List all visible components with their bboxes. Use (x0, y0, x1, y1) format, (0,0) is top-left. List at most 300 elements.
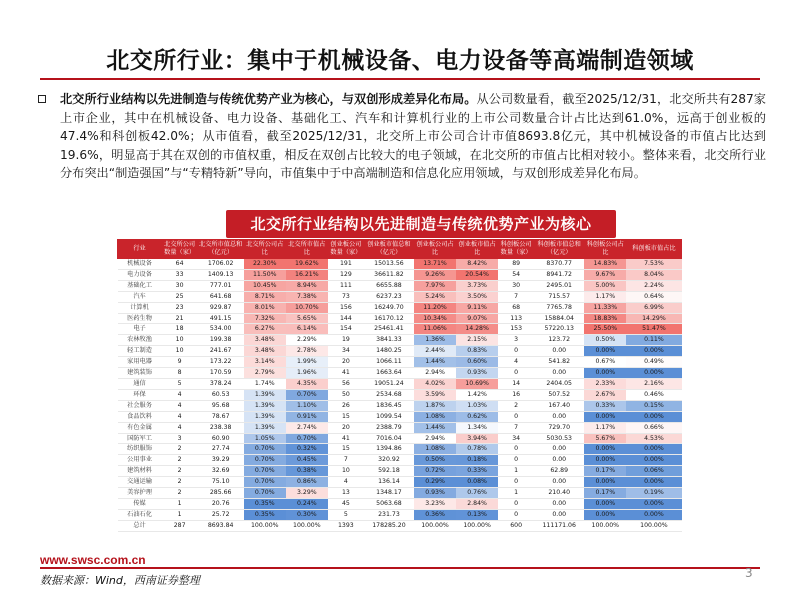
table-cell: 1.17% (584, 291, 626, 302)
table-cell: 111 (328, 280, 364, 291)
table-cell: 541.82 (534, 357, 584, 368)
table-cell: 0.30% (286, 509, 328, 520)
table-cell: 1663.64 (364, 368, 414, 379)
table-cell: 1.44% (414, 357, 456, 368)
industry-name-cell: 通信 (118, 378, 162, 389)
table-cell: 8693.84 (198, 520, 244, 531)
table-cell: 0.11% (626, 335, 681, 346)
table-cell: 0.38% (286, 466, 328, 477)
table-cell: 238.38 (198, 422, 244, 433)
table-cell: 0.33% (456, 466, 498, 477)
table-cell: 0.06% (626, 466, 681, 477)
column-header: 北交所市值总和（亿元） (198, 240, 244, 259)
table-cell: 1066.11 (364, 357, 414, 368)
table-cell: 27.74 (198, 444, 244, 455)
table-cell: 100.00% (286, 520, 328, 531)
industry-name-cell: 电子 (118, 324, 162, 335)
table-cell: 0.00% (584, 346, 626, 357)
table-cell: 1394.86 (364, 444, 414, 455)
table-cell: 0.36% (414, 509, 456, 520)
industry-name-cell: 有色金属 (118, 422, 162, 433)
table-cell: 5063.68 (364, 498, 414, 509)
table-row (118, 477, 682, 488)
table-cell: 9.26% (414, 269, 456, 280)
table-cell: 0 (498, 346, 534, 357)
column-header: 创业板市值占比 (456, 240, 498, 259)
table-cell: 0.18% (456, 455, 498, 466)
table-cell: 0.00 (534, 346, 584, 357)
table-cell: 210.40 (534, 488, 584, 499)
table-cell: 33 (162, 269, 198, 280)
table-row (118, 400, 682, 411)
table-cell: 0.78% (456, 444, 498, 455)
table-cell: 20.76 (198, 498, 244, 509)
table-cell: 4 (162, 422, 198, 433)
table-cell: 600 (498, 520, 534, 531)
table-cell: 0.70% (244, 444, 286, 455)
table-cell: 20.54% (456, 269, 498, 280)
table-cell: 285.66 (198, 488, 244, 499)
table-cell: 10 (162, 335, 198, 346)
table-cell: 0.15% (626, 400, 681, 411)
table-row (118, 455, 682, 466)
table-cell: 89 (498, 259, 534, 270)
table-cell: 10 (162, 346, 198, 357)
table-cell: 60.90 (198, 433, 244, 444)
table-cell: 0.17% (584, 466, 626, 477)
table-cell: 199.38 (198, 335, 244, 346)
table-cell: 18 (162, 324, 198, 335)
table-cell: 0.45% (286, 455, 328, 466)
table-cell: 173.22 (198, 357, 244, 368)
table-cell: 0.00% (584, 477, 626, 488)
table-cell: 153 (498, 324, 534, 335)
industry-name-cell: 电力设备 (118, 269, 162, 280)
table-cell: 9.07% (456, 313, 498, 324)
table-cell: 129 (328, 269, 364, 280)
table-cell: 2.33% (584, 378, 626, 389)
table-cell: 9.11% (456, 302, 498, 313)
table-row (118, 291, 682, 302)
table-cell: 1409.13 (198, 269, 244, 280)
table-cell: 0 (498, 444, 534, 455)
column-header: 科创板市值总和（亿元） (534, 240, 584, 259)
table-cell: 1 (498, 488, 534, 499)
table-cell: 0.00 (534, 509, 584, 520)
table-row (118, 389, 682, 400)
table-cell: 32.69 (198, 466, 244, 477)
table-cell: 15 (328, 411, 364, 422)
table-cell: 15884.04 (534, 313, 584, 324)
table-cell: 0.00% (626, 444, 681, 455)
table-cell: 0.93% (414, 488, 456, 499)
table-cell: 1.87% (414, 400, 456, 411)
table-cell: 0.00 (534, 498, 584, 509)
industry-name-cell: 传媒 (118, 498, 162, 509)
industry-name-cell: 食品饮料 (118, 411, 162, 422)
table-cell: 5.65% (286, 313, 328, 324)
table-cell: 34 (498, 433, 534, 444)
table-cell: 0.64% (626, 291, 681, 302)
table-cell: 7.32% (244, 313, 286, 324)
table-cell: 95.68 (198, 400, 244, 411)
table-cell: 3.59% (414, 389, 456, 400)
table-cell: 51.47% (626, 324, 681, 335)
table-cell: 11.20% (414, 302, 456, 313)
table-cell: 7 (498, 291, 534, 302)
table-cell: 0.29% (414, 477, 456, 488)
table-cell: 2.84% (456, 498, 498, 509)
table-cell: 0.00% (584, 368, 626, 379)
table-cell: 1836.45 (364, 400, 414, 411)
table-cell: 8.01% (244, 302, 286, 313)
table-header-row (118, 240, 682, 259)
table-cell: 8.71% (244, 291, 286, 302)
table-cell: 16249.70 (364, 302, 414, 313)
table-cell: 0.13% (456, 509, 498, 520)
table-cell: 62.89 (534, 466, 584, 477)
industry-name-cell: 公用事业 (118, 455, 162, 466)
table-cell: 111171.06 (534, 520, 584, 531)
industry-name-cell: 总计 (118, 520, 162, 531)
industry-name-cell: 建筑材料 (118, 466, 162, 477)
table-cell: 231.73 (364, 509, 414, 520)
table-cell: 13.71% (414, 259, 456, 270)
table-cell: 7765.78 (534, 302, 584, 313)
table-cell: 0.00% (584, 444, 626, 455)
table-cell: 2.67% (584, 389, 626, 400)
table-cell: 929.87 (198, 302, 244, 313)
table-cell: 0.19% (626, 488, 681, 499)
table-cell: 154 (328, 324, 364, 335)
table-cell: 7 (328, 455, 364, 466)
table-cell: 3 (162, 433, 198, 444)
table-cell: 8370.77 (534, 259, 584, 270)
table-cell: 0.00% (626, 477, 681, 488)
table-cell: 54 (498, 269, 534, 280)
table-cell: 9 (162, 357, 198, 368)
table-cell: 0.91% (286, 411, 328, 422)
table-cell: 0.46% (626, 389, 681, 400)
bullet-bold-lead: 北交所行业结构以先进制造与传统优势产业为核心，与双创形成差异化布局。 (60, 92, 477, 106)
table-cell: 0.00% (626, 509, 681, 520)
table-cell: 3 (498, 335, 534, 346)
table-cell: 8 (162, 368, 198, 379)
table-cell: 2 (162, 477, 198, 488)
table-cell: 0.00 (534, 477, 584, 488)
table-cell: 19051.24 (364, 378, 414, 389)
industry-name-cell: 医药生物 (118, 313, 162, 324)
table-cell: 1099.54 (364, 411, 414, 422)
table-cell: 11.33% (584, 302, 626, 313)
table-row (118, 433, 682, 444)
industry-name-cell: 家用电器 (118, 357, 162, 368)
table-cell: 2.16% (626, 378, 681, 389)
table-cell: 6655.88 (364, 280, 414, 291)
page-number: 3 (745, 566, 753, 580)
table-cell: 170.59 (198, 368, 244, 379)
table-cell: 41 (328, 368, 364, 379)
table-cell: 75.10 (198, 477, 244, 488)
table-cell: 0.24% (286, 498, 328, 509)
table-cell: 1.39% (244, 411, 286, 422)
table-cell: 1.03% (456, 400, 498, 411)
table-cell: 56 (328, 378, 364, 389)
table-cell: 4.53% (626, 433, 681, 444)
bullet-paragraph (38, 90, 766, 183)
table-cell: 1.39% (244, 422, 286, 433)
column-header: 北交所市值占比 (286, 240, 328, 259)
table-cell: 5.67% (584, 433, 626, 444)
table-cell: 25461.41 (364, 324, 414, 335)
table-banner: 北交所行业结构以先进制造与传统优势产业为核心 (226, 210, 616, 238)
table-cell: 30 (162, 280, 198, 291)
table-cell: 1.99% (286, 357, 328, 368)
table-cell: 0.93% (456, 368, 498, 379)
table-cell: 0.76% (456, 488, 498, 499)
table-cell: 2.29% (286, 335, 328, 346)
table-cell: 715.57 (534, 291, 584, 302)
table-cell: 11.06% (414, 324, 456, 335)
table-row (118, 324, 682, 335)
table-cell: 3.23% (414, 498, 456, 509)
table-cell: 68 (498, 302, 534, 313)
bullet-text (60, 90, 766, 183)
table-cell: 534.00 (198, 324, 244, 335)
table-cell: 191 (328, 259, 364, 270)
table-row (118, 302, 682, 313)
table-cell: 3.14% (244, 357, 286, 368)
table-cell: 0.72% (414, 466, 456, 477)
table-cell: 1.44% (414, 422, 456, 433)
table-cell: 16170.12 (364, 313, 414, 324)
table-cell: 0.66% (626, 422, 681, 433)
table-cell: 0.70% (286, 389, 328, 400)
industry-name-cell: 美容护理 (118, 488, 162, 499)
table-row (118, 444, 682, 455)
table-cell: 0.32% (286, 444, 328, 455)
table-cell: 1 (162, 498, 198, 509)
table-cell: 16.21% (286, 269, 328, 280)
table-cell: 1.36% (414, 335, 456, 346)
table-row (118, 335, 682, 346)
table-cell: 0.49% (626, 357, 681, 368)
table-cell: 113 (498, 313, 534, 324)
table-cell: 7.97% (414, 280, 456, 291)
table-cell: 100.00% (244, 520, 286, 531)
table-cell: 0.00% (584, 455, 626, 466)
table-cell: 8.04% (626, 269, 681, 280)
column-header: 创业板市值总和（亿元） (364, 240, 414, 259)
table-row (118, 259, 682, 270)
table-row (118, 346, 682, 357)
table-cell: 2 (162, 444, 198, 455)
table-cell: 16 (498, 389, 534, 400)
table-cell: 2.15% (456, 335, 498, 346)
table-cell: 0.00% (584, 411, 626, 422)
table-cell: 5030.53 (534, 433, 584, 444)
table-cell: 20 (328, 422, 364, 433)
table-cell: 3.50% (456, 291, 498, 302)
table-cell: 1.42% (456, 389, 498, 400)
table-cell: 0.70% (244, 488, 286, 499)
table-cell: 3.29% (286, 488, 328, 499)
industry-name-cell: 建筑装饰 (118, 368, 162, 379)
table-row (118, 466, 682, 477)
table-cell: 3.73% (456, 280, 498, 291)
table-cell: 1480.25 (364, 346, 414, 357)
table-cell: 7.53% (626, 259, 681, 270)
table-cell: 5.24% (414, 291, 456, 302)
table-cell: 0.67% (584, 357, 626, 368)
table-cell: 45 (328, 498, 364, 509)
table-cell: 0.00% (626, 368, 681, 379)
table-cell: 1348.17 (364, 488, 414, 499)
table-cell: 2495.01 (534, 280, 584, 291)
table-cell: 15 (328, 444, 364, 455)
table-cell: 592.18 (364, 466, 414, 477)
table-cell: 136.14 (364, 477, 414, 488)
table-cell: 26 (328, 400, 364, 411)
table-cell: 14.83% (584, 259, 626, 270)
table-cell: 3.48% (244, 335, 286, 346)
footer-divider (40, 567, 760, 569)
table-cell: 14.28% (456, 324, 498, 335)
table-cell: 8941.72 (534, 269, 584, 280)
table-cell: 2.94% (414, 368, 456, 379)
table-cell: 10.69% (456, 378, 498, 389)
column-header: 科创板公司占比 (584, 240, 626, 259)
table-row (118, 368, 682, 379)
table-cell: 0.00% (626, 346, 681, 357)
industry-name-cell: 计算机 (118, 302, 162, 313)
table-cell: 0 (498, 455, 534, 466)
table-cell: 6.99% (626, 302, 681, 313)
industry-name-cell: 汽车 (118, 291, 162, 302)
table-cell: 3.48% (244, 346, 286, 357)
table-cell: 729.70 (534, 422, 584, 433)
table-cell: 0.50% (584, 335, 626, 346)
industry-name-cell: 石油石化 (118, 509, 162, 520)
table-cell: 36611.82 (364, 269, 414, 280)
table-cell: 2388.79 (364, 422, 414, 433)
table-cell: 73 (328, 291, 364, 302)
table-cell: 100.00% (584, 520, 626, 531)
table-cell: 5.00% (584, 280, 626, 291)
table-cell: 378.24 (198, 378, 244, 389)
table-cell: 10.34% (414, 313, 456, 324)
table-cell: 18.83% (584, 313, 626, 324)
table-cell: 2 (162, 455, 198, 466)
table-cell: 1706.02 (198, 259, 244, 270)
table-cell: 1.08% (414, 444, 456, 455)
table-cell: 2.79% (244, 368, 286, 379)
table-cell: 14 (498, 378, 534, 389)
table-cell: 7016.04 (364, 433, 414, 444)
page-title: 北交所行业：集中于机械设备、电力设备等高端制造领域 (106, 48, 694, 74)
table-cell: 100.00% (456, 520, 498, 531)
table-cell: 39.29 (198, 455, 244, 466)
data-source-note: 数据来源：Wind，西南证券整理 (40, 574, 200, 587)
industry-name-cell: 社会服务 (118, 400, 162, 411)
table-cell: 0.35% (244, 509, 286, 520)
table-cell: 491.15 (198, 313, 244, 324)
table-cell: 8.42% (456, 259, 498, 270)
table-row (118, 422, 682, 433)
table-row (118, 378, 682, 389)
table-cell: 2.74% (286, 422, 328, 433)
table-cell: 19.62% (286, 259, 328, 270)
table-cell: 5 (328, 509, 364, 520)
table-cell: 0.50% (414, 455, 456, 466)
table-cell: 0 (498, 368, 534, 379)
industry-name-cell: 农林牧渔 (118, 335, 162, 346)
bullet-body: 从公司数量看，截至2025/12/31，北交所共有287家上市企业，其中在机械设备、电力设备、基础化工、汽车和计算机行业的上市公司数量合计占比达到61.0%，远高于创业板的47.4%和科创板42.0%；从市值看，截至2025/12/31，北交所上市公司合计市值8693.8亿元，其中机械设备的市值占比达到19.6%，明显高于其在双创的市值权重，相反在双创占比较大的电子领域，在北交所的市值占比相对较小。整体来看，北交所行业分布突出“制造强国”与“专精特新”导向，市值集中于中高端制造和信息化应用领域，与双创形成差异化布局。 (60, 92, 766, 181)
industry-name-cell: 环保 (118, 389, 162, 400)
table-cell: 0.00 (534, 411, 584, 422)
table-cell: 0.35% (244, 498, 286, 509)
table-cell: 10.70% (286, 302, 328, 313)
table-cell: 0.00 (534, 368, 584, 379)
table-row (118, 488, 682, 499)
table-cell: 3.94% (456, 433, 498, 444)
table-cell: 3841.33 (364, 335, 414, 346)
industry-name-cell: 交通运输 (118, 477, 162, 488)
table-cell: 2 (162, 466, 198, 477)
table-cell: 241.67 (198, 346, 244, 357)
table-cell: 64 (162, 259, 198, 270)
industry-name-cell: 轻工制造 (118, 346, 162, 357)
table-cell: 1.34% (456, 422, 498, 433)
industry-name-cell: 国防军工 (118, 433, 162, 444)
industry-name-cell: 机械设备 (118, 259, 162, 270)
table-cell: 0 (498, 509, 534, 520)
table-cell: 0 (498, 477, 534, 488)
table-row (118, 280, 682, 291)
table-cell: 1.74% (244, 378, 286, 389)
table-cell: 7.38% (286, 291, 328, 302)
table-cell: 2 (498, 400, 534, 411)
table-cell: 0.00% (584, 498, 626, 509)
table-cell: 4 (328, 477, 364, 488)
table-cell: 0.70% (244, 466, 286, 477)
table-cell: 1393 (328, 520, 364, 531)
table-cell: 60.53 (198, 389, 244, 400)
table-cell: 22.30% (244, 259, 286, 270)
table-cell: 4 (162, 411, 198, 422)
table-cell: 0.70% (244, 477, 286, 488)
table-cell: 507.52 (534, 389, 584, 400)
table-row (118, 498, 682, 509)
table-cell: 1.17% (584, 422, 626, 433)
table-cell: 0.70% (286, 433, 328, 444)
table-row (118, 313, 682, 324)
footer-url: www.swsc.com.cn (40, 553, 146, 567)
table-row (118, 357, 682, 368)
table-cell: 320.92 (364, 455, 414, 466)
table-cell: 6.14% (286, 324, 328, 335)
table-cell: 19 (328, 335, 364, 346)
table-cell: 2.44% (414, 346, 456, 357)
table-cell: 156 (328, 302, 364, 313)
table-cell: 4 (162, 400, 198, 411)
table-cell: 30 (498, 280, 534, 291)
table-cell: 20 (328, 357, 364, 368)
table-cell: 287 (162, 520, 198, 531)
table-total-row (118, 520, 682, 531)
table-cell: 178285.20 (364, 520, 414, 531)
table-cell: 0.00 (534, 455, 584, 466)
